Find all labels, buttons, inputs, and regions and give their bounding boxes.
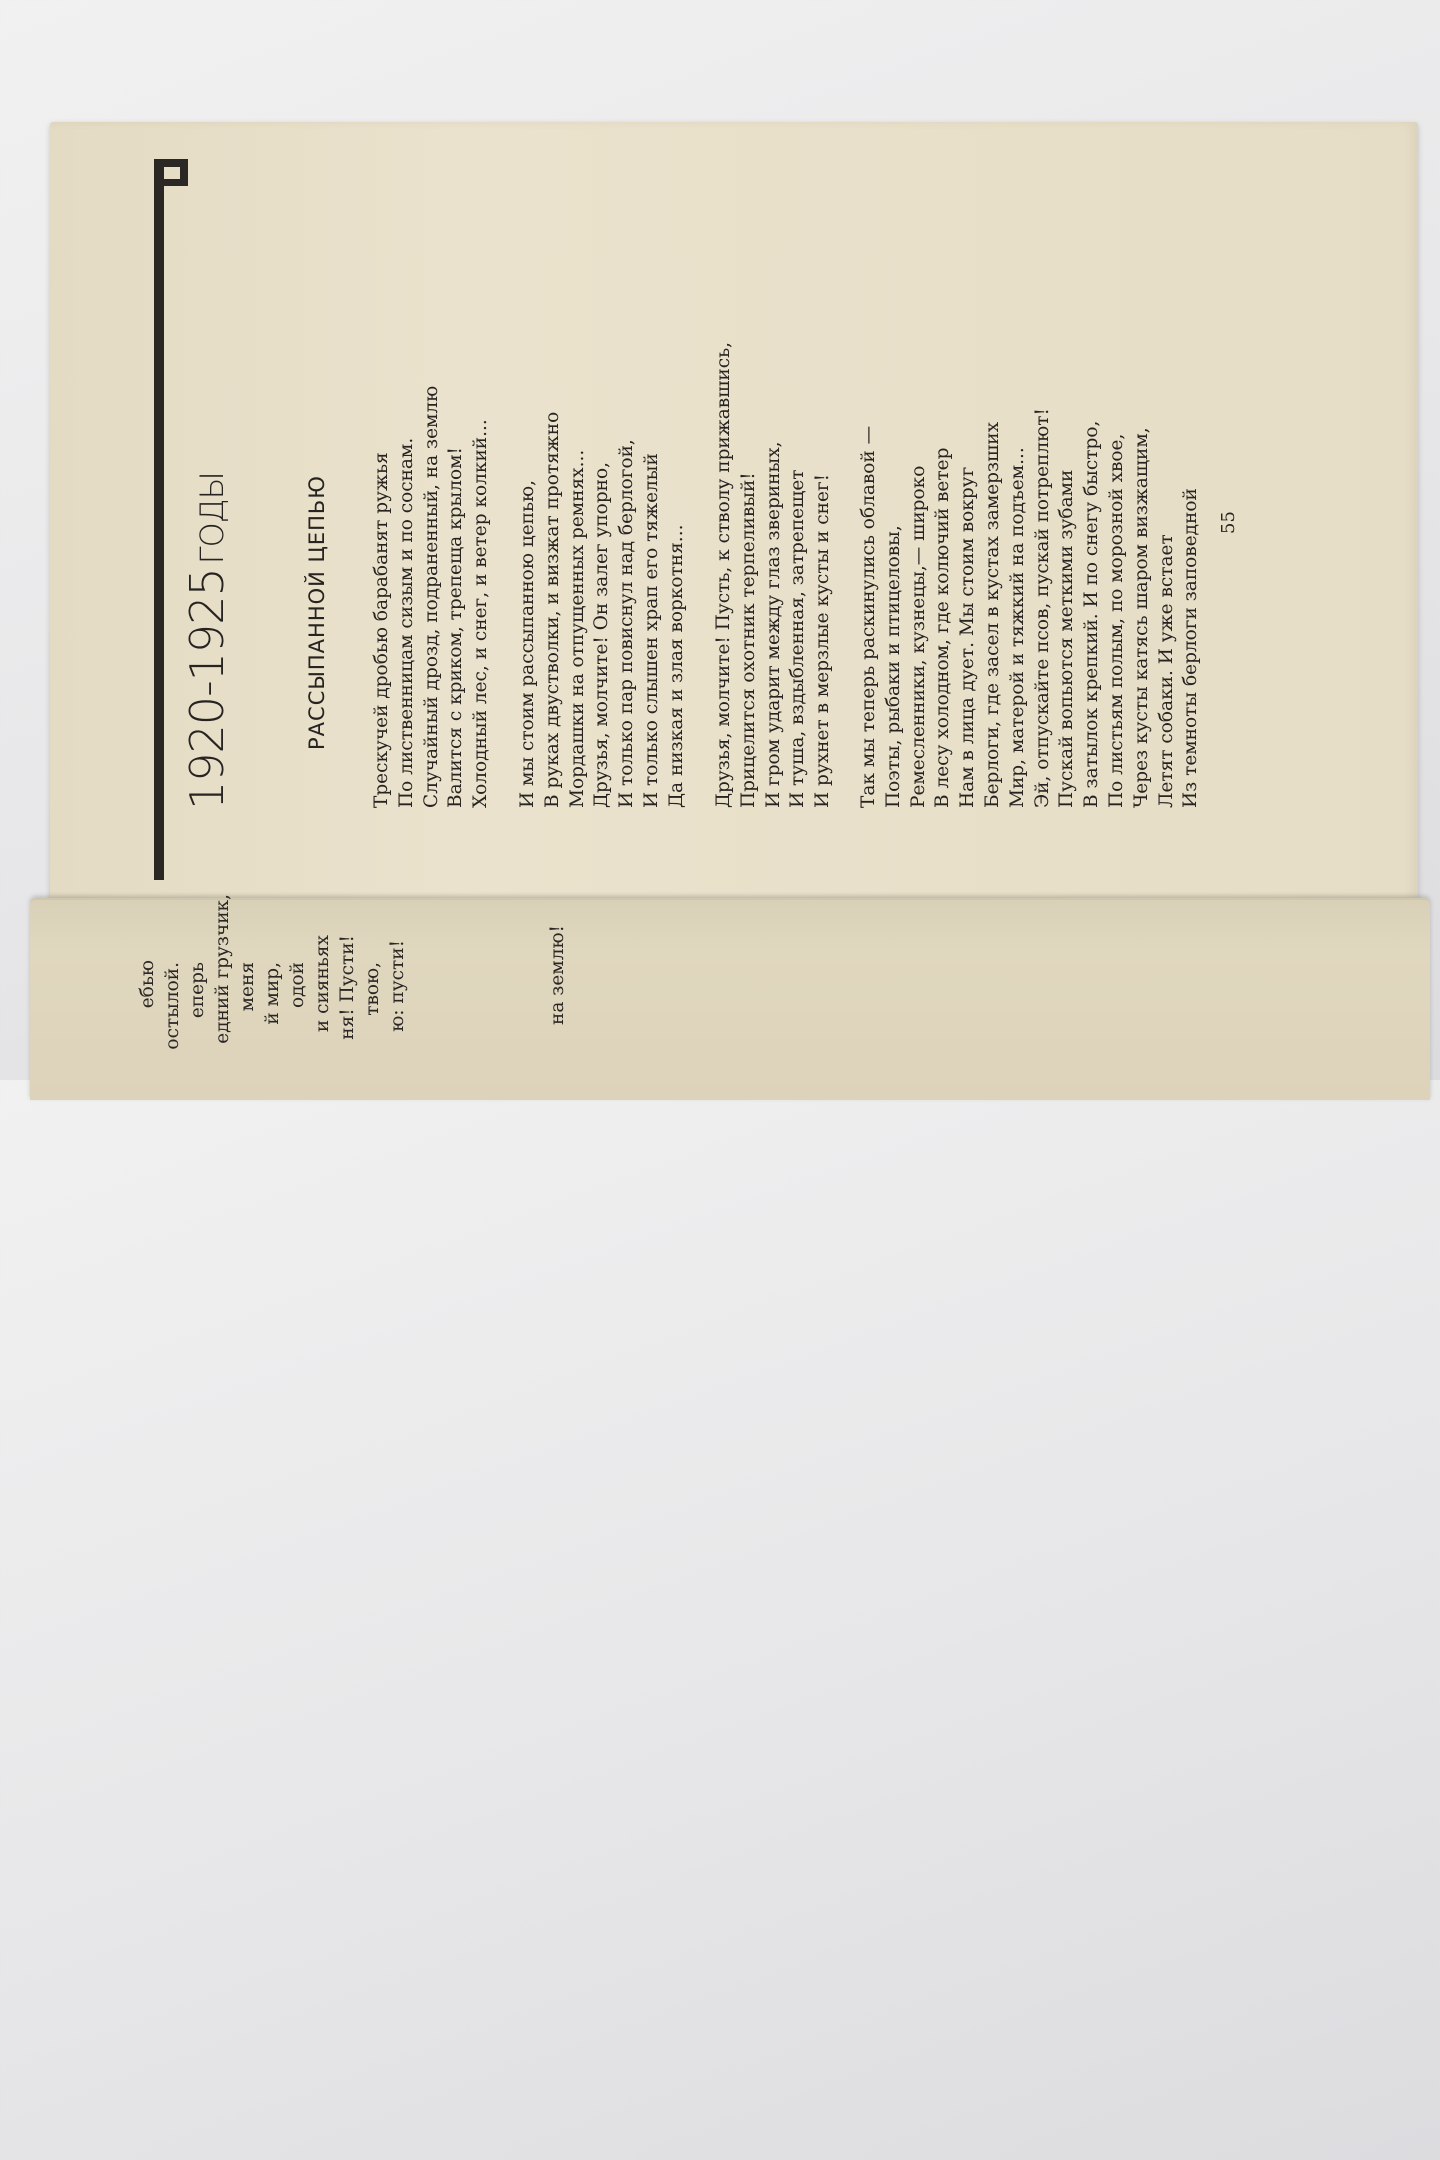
poem-line: В затылок крепкий. И по снегу быстро, [1081, 420, 1103, 808]
section-years: 1920-1925 [180, 568, 234, 810]
poem-line: Пускай вопьются меткими зубами [1056, 469, 1078, 808]
poem-line: И только слышен храп его тяжелый [640, 453, 662, 808]
text-fragment: на землю! [547, 925, 568, 1025]
text-fragment: й мир, [262, 962, 283, 1025]
poem-line: Мир, матерой и тяжкий на подъем... [1006, 447, 1028, 808]
text-fragment: остылой. [162, 962, 183, 1050]
poem-line: По лиственницам сизым и по соснам. [395, 437, 417, 808]
poem-line: Эй, отпускайте псов, пускай потреплют! [1031, 408, 1053, 808]
section-rule [154, 159, 164, 880]
poem-line: Так мы теперь раскинулись облавой — [858, 425, 879, 808]
poem-line: Ремесленники, кузнецы,— широко [907, 465, 929, 808]
poem-title: РАССЫПАННОЙ ЦЕПЬЮ [305, 475, 329, 750]
poem-line: Летят собаки. И уже встает [1155, 534, 1177, 808]
poem-line: И рухнет в мерзлые кусты и снег! [812, 473, 834, 808]
left-page-content [30, 894, 1430, 1100]
poem-line: И мы стоим рассыпанною цепью, [517, 479, 538, 808]
poem-line: И только пар повиснул над берлогой, [616, 439, 638, 808]
poem-line: Валится с криком, трепеща крылом! [445, 447, 467, 808]
poem-line: Холодный лес, и снег, и ветер колкий... [470, 419, 492, 808]
poem-line: Случайный дрозд, подраненный, на землю [420, 385, 442, 808]
stanza-2 [516, 412, 690, 808]
section-heading [180, 472, 234, 810]
poem-line: Друзья, молчите! Он залег упорно, [591, 461, 613, 808]
text-fragment: меня [237, 962, 258, 1012]
poem-line: В лесу холодном, где колючий ветер [932, 447, 954, 808]
stanza-4 [857, 408, 1204, 808]
poem-line: Берлоги, где засел в кустах замерзших [981, 421, 1003, 808]
right-book-page [50, 122, 1418, 900]
poem-line: Нам в лица дует. Мы стоим вокруг [957, 466, 979, 808]
poem-line: По листьям полым, по морозной хвое, [1105, 433, 1127, 808]
text-fragment: и сияньях [312, 935, 333, 1033]
page-number: 55 [1218, 511, 1239, 534]
poem-line: Мордашки на отпущенных ремнях... [566, 449, 588, 808]
section-rule-ornament [154, 159, 188, 186]
poem-line: Друзья, молчите! Пусть, к стволу прижавшись, [713, 341, 734, 808]
text-fragment: ебью [137, 960, 158, 1009]
stanza-3 [712, 342, 836, 808]
poem-line: Да низкая и злая воркотня... [665, 524, 687, 808]
text-fragment: твою, [362, 962, 383, 1016]
poem-line: И гром ударит между глаз звериных, [762, 441, 784, 808]
text-fragment: едний грузчик, [212, 894, 233, 1044]
poem-line: В руках двустволки, и визжат протяжно [541, 411, 563, 808]
poem-line: Через кусты катясь шаром визжащим, [1130, 427, 1152, 808]
text-fragment: еперь [187, 962, 208, 1019]
poem-line: Поэты, рыбаки и птицеловы, [882, 525, 904, 808]
left-book-page [30, 894, 1430, 1100]
poem-line: Прицелится охотник терпеливый! [737, 472, 759, 808]
stanza-1 [370, 386, 494, 808]
poem-line: Трескучей дробью барабанят ружья [371, 452, 392, 808]
poem-line: И туша, вздыбленная, затрепещет [787, 469, 809, 808]
text-fragment: одой [287, 962, 308, 1008]
text-fragment: ю: пусти! [387, 940, 408, 1032]
text-fragment: ня! Пусти! [337, 935, 358, 1040]
section-years-suffix: ГОДЫ [193, 472, 231, 565]
page-content [50, 122, 1418, 900]
poem-line: Из темноты берлоги заповедной [1180, 488, 1202, 808]
